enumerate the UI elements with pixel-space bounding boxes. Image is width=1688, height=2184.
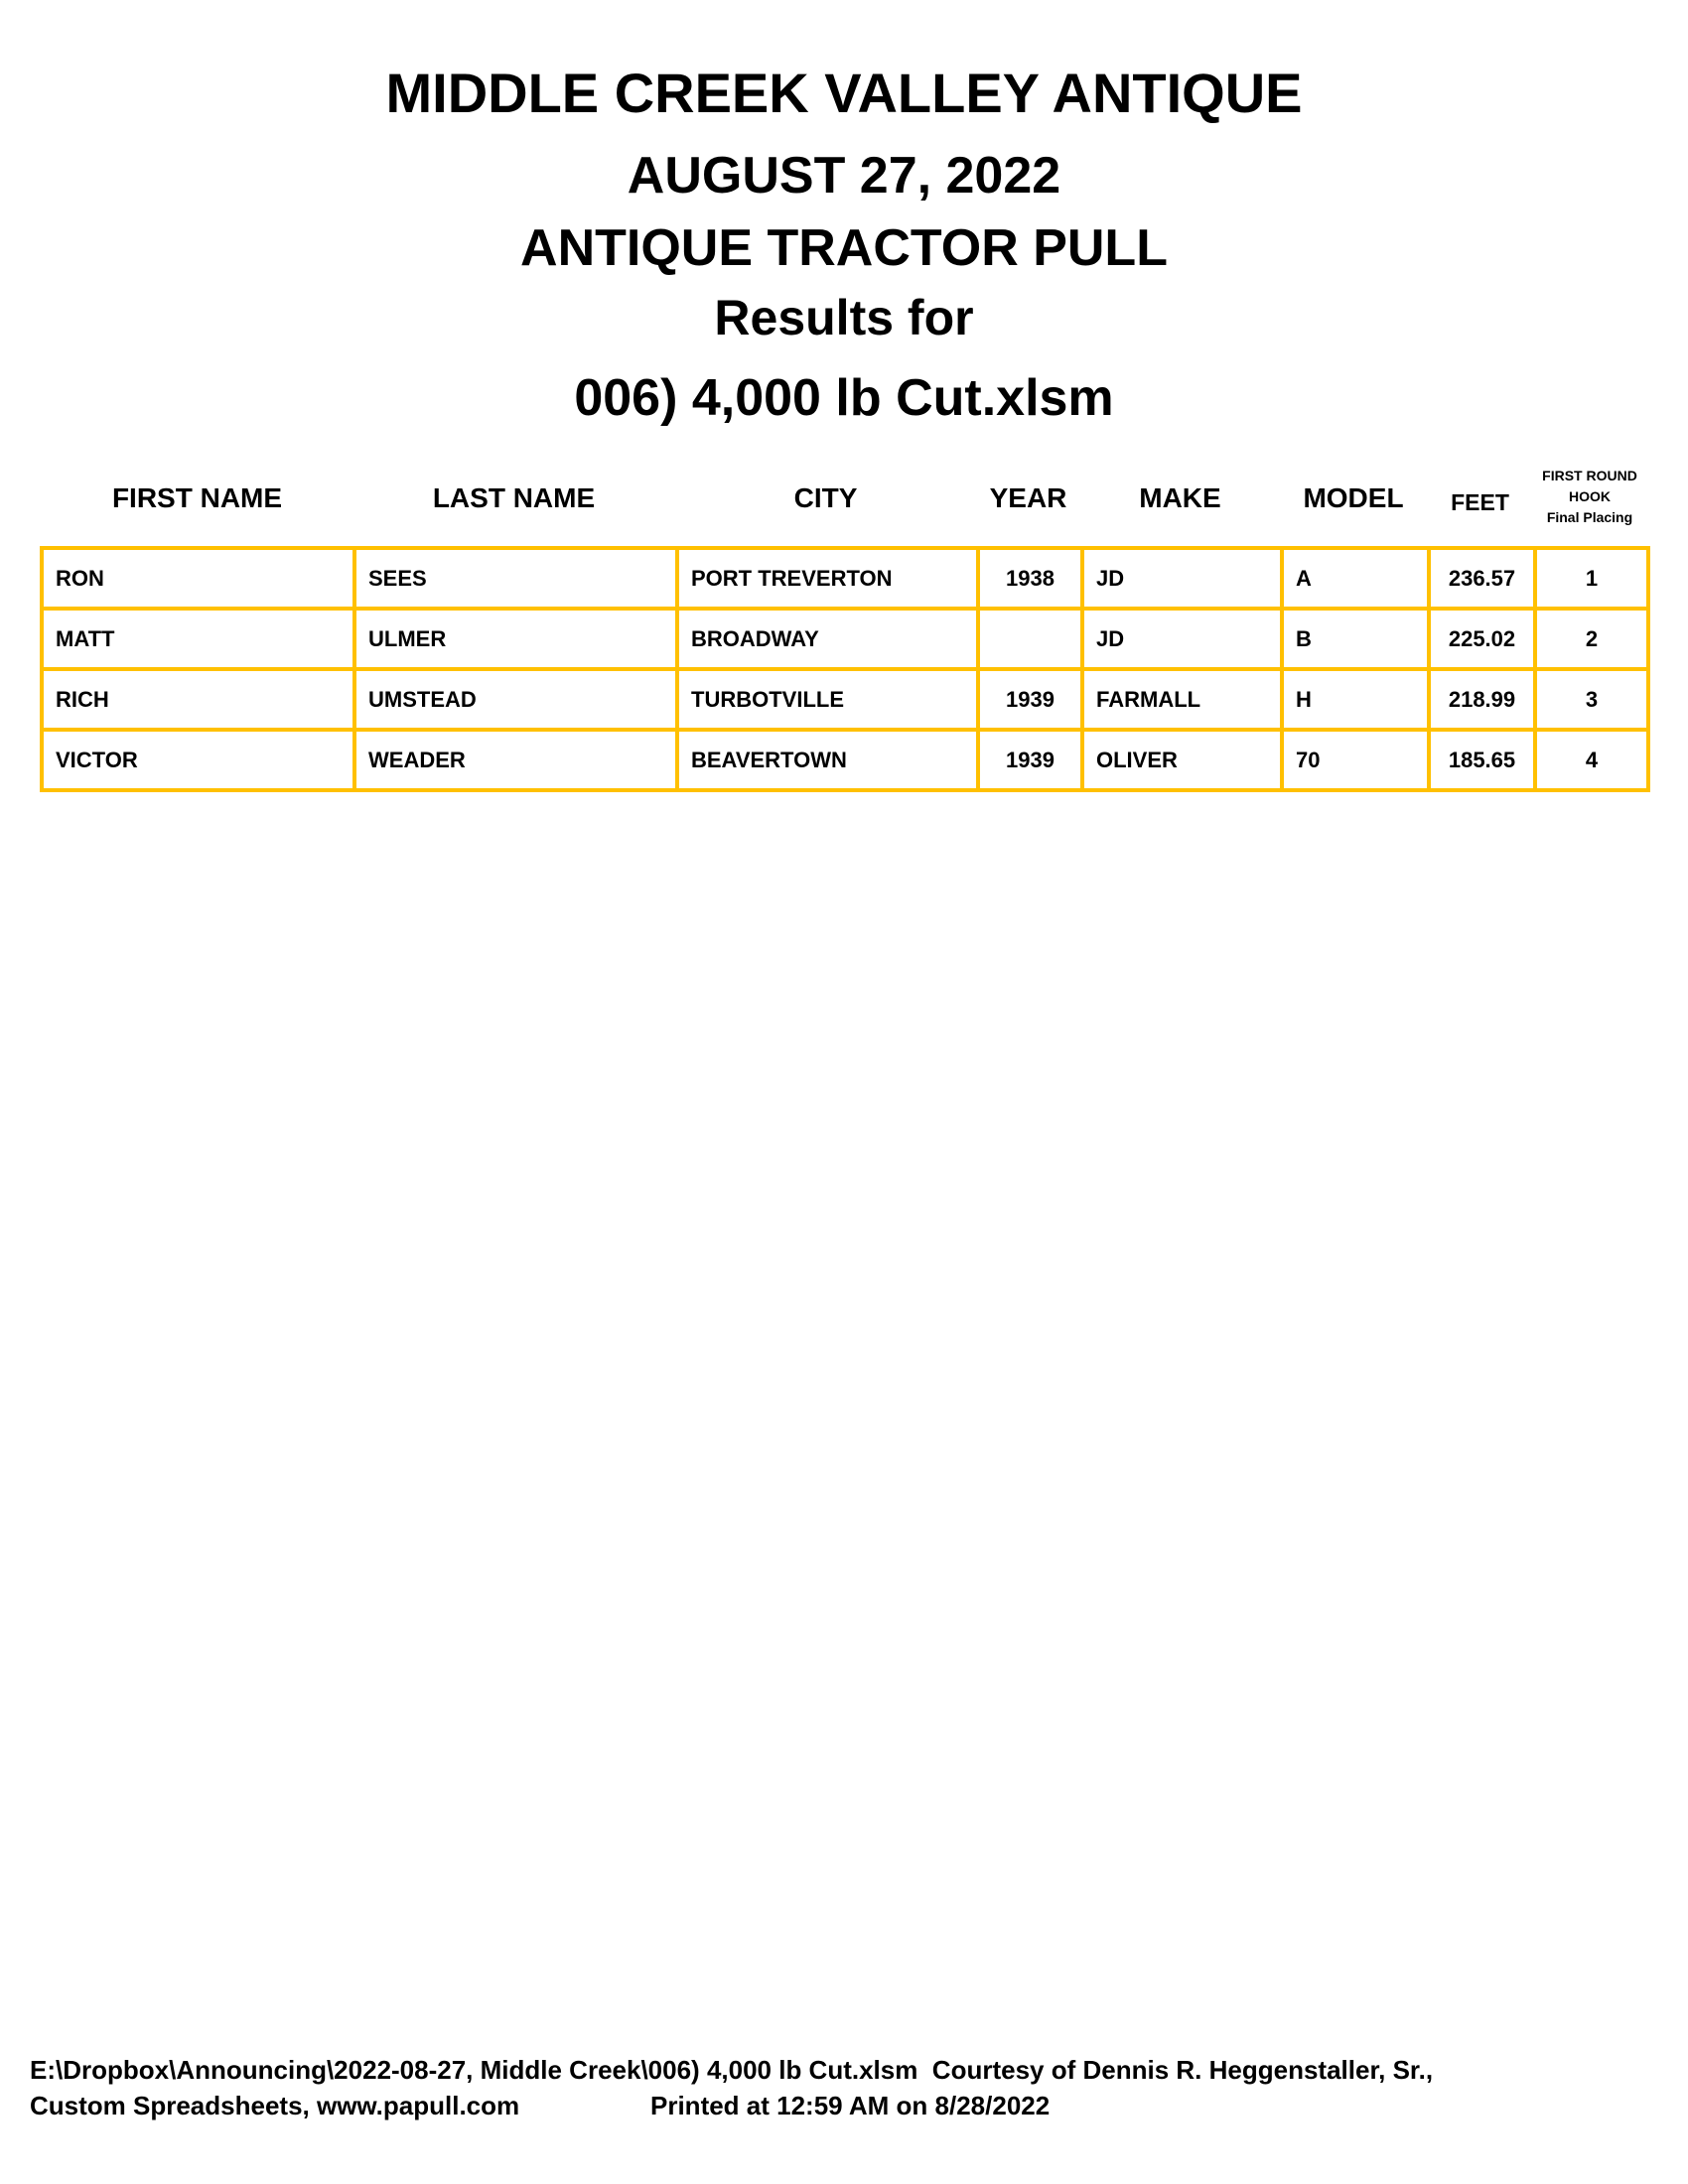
- cell-city: BEAVERTOWN: [677, 730, 978, 790]
- table-row: [42, 669, 1648, 730]
- column-header-first-name: FIRST NAME: [111, 482, 283, 513]
- cell-place: 4: [1535, 730, 1648, 790]
- cell-make: JD: [1082, 609, 1282, 669]
- cell-city: TURBOTVILLE: [677, 669, 978, 730]
- column-header-feet: FEET: [1451, 489, 1509, 515]
- title-results-for: Results for: [714, 290, 974, 345]
- column-header-city: CITY: [793, 482, 858, 513]
- cell-place: 2: [1535, 609, 1648, 669]
- cell-feet: 185.65: [1429, 730, 1535, 790]
- hook-header-line-1: FIRST ROUND: [1542, 468, 1637, 483]
- column-header-year: YEAR: [989, 482, 1067, 513]
- column-header-hook-placing: [1533, 466, 1646, 528]
- cell-year: [978, 609, 1082, 669]
- cell-feet: 218.99: [1429, 669, 1535, 730]
- column-header-make: MAKE: [1139, 482, 1221, 513]
- cell-make: FARMALL: [1082, 669, 1282, 730]
- cell-last-name: UMSTEAD: [354, 669, 677, 730]
- cell-year: 1938: [978, 548, 1082, 609]
- cell-feet: 236.57: [1429, 548, 1535, 609]
- cell-model: H: [1282, 669, 1429, 730]
- hook-header-line-3: Final Placing: [1546, 509, 1633, 525]
- column-header-model: MODEL: [1303, 482, 1404, 513]
- cell-make: OLIVER: [1082, 730, 1282, 790]
- cell-first-name: VICTOR: [42, 730, 354, 790]
- cell-make: JD: [1082, 548, 1282, 609]
- table-row: [42, 609, 1648, 669]
- title-class-file: 006) 4,000 lb Cut.xlsm: [574, 369, 1114, 427]
- results-table: [40, 546, 1650, 792]
- title-event-type: ANTIQUE TRACTOR PULL: [520, 219, 1168, 277]
- title-event-date: AUGUST 27, 2022: [627, 147, 1061, 205]
- cell-feet: 225.02: [1429, 609, 1535, 669]
- cell-model: 70: [1282, 730, 1429, 790]
- cell-place: 3: [1535, 669, 1648, 730]
- cell-model: A: [1282, 548, 1429, 609]
- footer-printed-at: Printed at 12:59 AM on 8/28/2022: [650, 2091, 1051, 2120]
- cell-first-name: MATT: [42, 609, 354, 669]
- title-event-name: MIDDLE CREEK VALLEY ANTIQUE: [385, 62, 1303, 124]
- cell-model: B: [1282, 609, 1429, 669]
- cell-first-name: RON: [42, 548, 354, 609]
- cell-year: 1939: [978, 669, 1082, 730]
- footer-file-path: E:\Dropbox\Announcing\2022-08-27, Middle Creek\006) 4,000 lb Cut.xlsm Courtesy of Dennis R. Heggenstaller, Sr.,: [30, 2055, 1434, 2085]
- hook-header-line-2: HOOK: [1569, 488, 1611, 504]
- table-row: [42, 548, 1648, 609]
- column-header-last-name: LAST NAME: [432, 482, 596, 513]
- cell-city: BROADWAY: [677, 609, 978, 669]
- cell-place: 1: [1535, 548, 1648, 609]
- cell-last-name: WEADER: [354, 730, 677, 790]
- cell-city: PORT TREVERTON: [677, 548, 978, 609]
- footer-credit: Custom Spreadsheets, www.papull.com: [30, 2091, 520, 2120]
- cell-first-name: RICH: [42, 669, 354, 730]
- cell-year: 1939: [978, 730, 1082, 790]
- table-row: [42, 730, 1648, 790]
- cell-last-name: ULMER: [354, 609, 677, 669]
- cell-last-name: SEES: [354, 548, 677, 609]
